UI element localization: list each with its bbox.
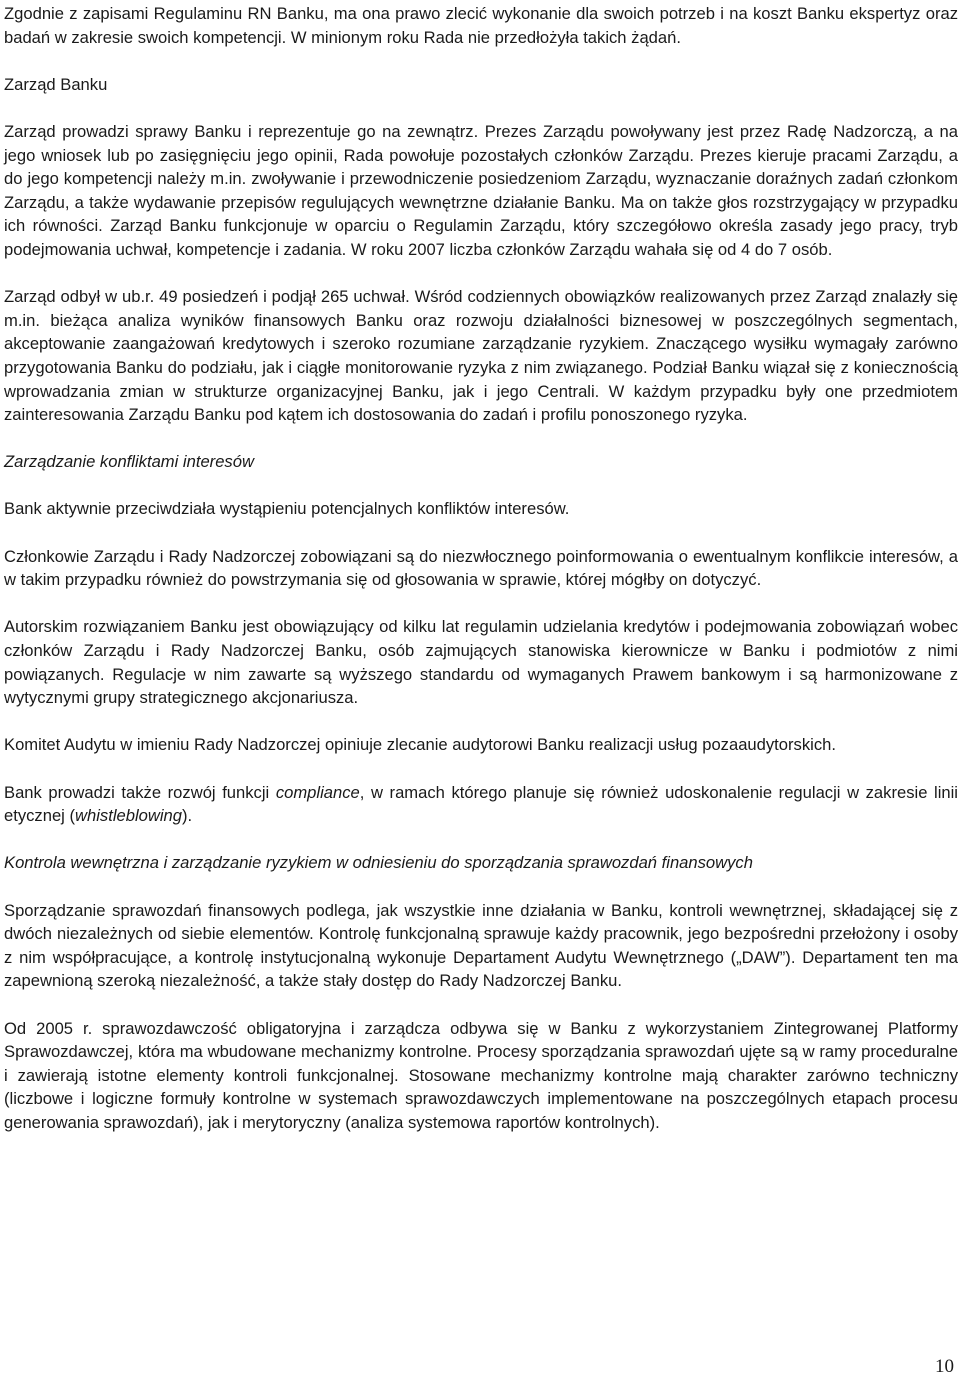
paragraph-financial-statements: Sporządzanie sprawozdań finansowych podlega, jak wszystkie inne działania w Banku, kontroli wewnętrznej, składającej się z dwóch niezależnych od siebie elementów. Kontrolę funkcjonalną sprawuje każdy pracownik, jego bezpośredni przełożony i osoby z nim współpracujące, a kontrolę instytucjonalną wykonuje Departament Audytu Wewnętrznego („DAW”). Departament ten ma zapewnioną szeroką niezależność, a także stały dostęp do Rady Nadzorczej Banku. xyxy=(4,900,958,991)
paragraph-board-meetings: Zarząd odbył w ub.r. 49 posiedzeń i podjął 265 uchwał. Wśród codziennych obowiązków realizowanych przez Zarząd znalazły się m.in. bieżąca analiza wyników finansowych Banku oraz rozwoju działalności biznesowej w poszczególnych segmentach, akceptowanie zaangażowań kredytowych i szeroko rozumiane zarządzanie ryzykiem. Znaczącego wysiłku wymagały zarówno przygotowania Banku do podziału, jak i ciągłe monitorowanie ryzyka z nim związanego. Podział Banku wiązał się z koniecznością wprowadzania zmian w strukturze organizacyjnej Banku, jak i jego Centrali. W każdym przypadku były one przedmiotem zainteresowania Zarządu Banku pod kątem ich dostosowania do zadań i profilu ponoszonego ryzyka. xyxy=(4,287,958,425)
compliance-term: compliance xyxy=(275,782,360,802)
paragraph-rn-expertise: Zgodnie z zapisami Regulaminu RN Banku, ma ona prawo zlecić wykonanie dla swoich potrzeb i na koszt Banku ekspertyz oraz badań w zakresie swoich kompetencji. W minionym roku Rada nie przedłożyła takich żądań. xyxy=(4,4,958,47)
document-page xyxy=(4,2,958,1135)
paragraph-reporting-platform: Od 2005 r. sprawozdawczość obligatoryjna i zarządcza odbywa się w Banku z wykorzystaniem Zintegrowanej Platformy Sprawozdawczej, która ma wbudowane mechanizmy kontrolne. Procesy sporządzania sprawozdań ujęte są w ramy proceduralne i zawierają istotne elementy kontroli funkcjonalnej. Stosowane mechanizmy kontrolne mają charakter zarówno techniczny (liczbowe i logiczne formuły kontrolne w systemach sprawozdawczych implementowane na poszczególnych etapach procesu generowania sprawozdań), jak i merytoryczny (analiza systemowa raportów kontrolnych). xyxy=(4,1018,958,1132)
compliance-text-e: ). xyxy=(182,806,193,826)
heading-conflicts-of-interest: Zarządzanie konfliktami interesów xyxy=(4,452,254,472)
paragraph-audit-committee: Komitet Audytu w imieniu Rady Nadzorczej opiniuje zlecanie audytorowi Banku realizacji usług pozaaudytorskich. xyxy=(4,735,836,755)
compliance-text-c: , w ramach którego planuje się również udoskonalenie regulacji w zakresie linii etycznej ( xyxy=(4,782,958,826)
whistleblowing-term: whistleblowing xyxy=(75,806,183,826)
paragraph-credit-regulation: Autorskim rozwiązaniem Banku jest obowiązujący od kilku lat regulamin udzielania kredytów i podejmowania zobowiązań wobec członków Zarządu i Rady Nadzorczej Banku, osób zajmujących stanowiska kierownicze w Banku i podmiotów z nimi powiązanych. Regulacje w nim zawarte są wyższego standardu od wymaganych Prawem bankowym i są harmonizowane z wytycznymi grupy strategicznego akcjonariusza. xyxy=(4,617,958,708)
paragraph-conflict-prevention: Bank aktywnie przeciwdziała wystąpieniu potencjalnych konfliktów interesów. xyxy=(4,499,570,519)
paragraph-board-members-duty: Członkowie Zarządu i Rady Nadzorczej zobowiązani są do niezwłocznego poinformowania o ewentualnym konflikcie interesów, a w takim przypadku również do powstrzymania się od głosowania w sprawie, której mógłby on dotyczyć. xyxy=(4,546,958,590)
compliance-text-a: Bank prowadzi także rozwój funkcji xyxy=(4,782,276,802)
paragraph-compliance xyxy=(4,781,958,828)
heading-zarzad-banku: Zarząd Banku xyxy=(4,74,108,94)
page-number: 10 xyxy=(935,1356,954,1377)
heading-internal-control: Kontrola wewnętrzna i zarządzanie ryzykiem w odniesieniu do sporządzania sprawozdań finansowych xyxy=(4,853,753,873)
paragraph-management-board: Zarząd prowadzi sprawy Banku i reprezentuje go na zewnątrz. Prezes Zarządu powoływany jest przez Radę Nadzorczą, a na jego wniosek lub po zasięgnięciu jego opinii, Rada powołuje pozostałych członków Zarządu. Prezes kieruje pracami Zarządu, a do jego kompetencji należy m.in. zwoływanie i przewodniczenie posiedzeniom Zarządu, wyznaczanie doraźnych zadań członkom Zarządu, a także wydawanie przepisów regulujących wewnętrzne działanie Banku. Ma on także głos rozstrzygający w przypadku ich równości. Zarząd Banku funkcjonuje w oparciu o Regulamin Zarządu, który szczegółowo określa zasady jego pracy, tryb podejmowania uchwał, kompetencje i zadania. W roku 2007 liczba członków Zarządu wahała się od 4 do 7 osób. xyxy=(4,121,958,259)
